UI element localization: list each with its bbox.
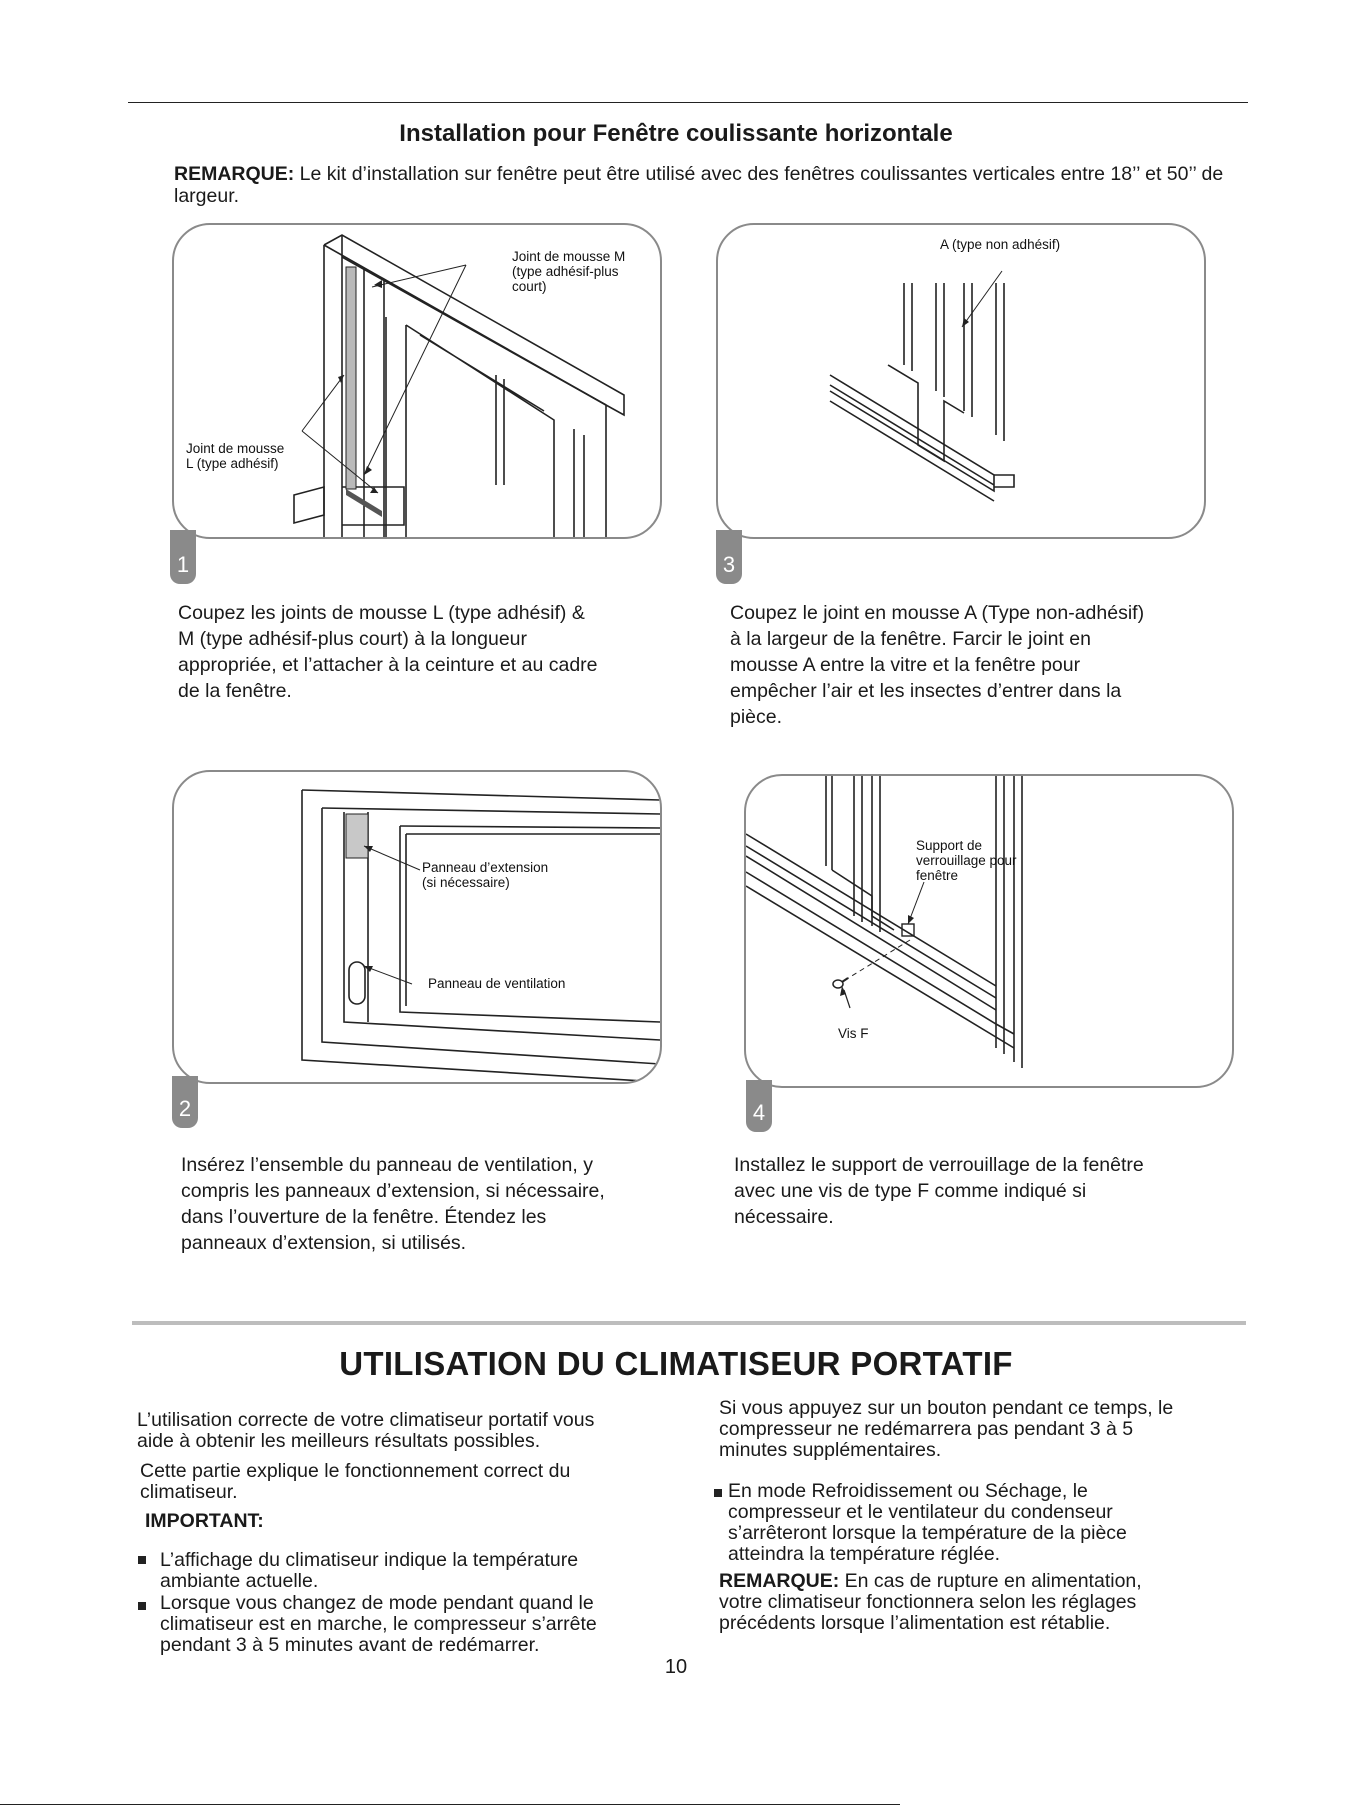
step-2-text: Insérez l’ensemble du panneau de ventilation, y compris les panneaux d’extension, si nécessaire, dans l’ouverture de la fenêtre. Étendez les panneaux d’extension, si utilisés. [181,1154,605,1254]
step-1-number-tab: 1 [170,530,196,584]
screw-label: Vis F [838,1026,869,1041]
bottom-rule [0,1804,900,1805]
section-divider [132,1321,1246,1325]
section-title: Installation pour Fenêtre coulissante horizontale [399,120,953,147]
step-3-text: Coupez le joint en mousse A (Type non-adhésif) à la largeur de la fenêtre. Farcir le joint en mousse A entre la vitre et la fenêtre pour empêcher l’air et les insectes d’entrer dans la pièce. [730,602,1145,728]
usage-bullet-1: L’affichage du climatiseur indique la température ambiante actuelle. [160,1549,579,1592]
step-4-number-tab: 4 [746,1080,772,1132]
usage-note-label: REMARQUE: [719,1570,840,1592]
note-label: REMARQUE: [174,163,295,185]
foam-l-label-2: L (type adhésif) [186,456,279,471]
bullet-3-marker [714,1489,722,1497]
note-text: Le kit d’installation sur fenêtre peut être utilisé avec des fenêtres coulissantes verticales entre 18’’ et 50’’ de largeur. [174,163,1224,207]
foam-m-label-3: court) [512,279,547,294]
usage-bullet-3: En mode Refroidissement ou Séchage, le compresseur et le ventilateur du condenseur s’arrêteront lorsque la température de la pièce atteindra la température réglée. [728,1480,1127,1565]
step-4-text: Installez le support de verrouillage de la fenêtre avec une vis de type F comme indiqué si nécessaire. [734,1154,1144,1228]
usage-note: REMARQUE: En cas de rupture en alimentation, votre climatiseur fonctionnera selon les réglages précédents lorsque l’alimentation est rétablie. [719,1570,1142,1634]
step-3-number-tab: 3 [716,530,742,584]
foam-l-label-1: Joint de mousse [186,441,285,456]
bracket-label-1: Support de [916,838,983,853]
foam-m-label-2: (type adhésif-plus [512,264,619,279]
step-1-illustration [172,223,662,539]
foam-m-label-1: Joint de mousse M [512,249,626,264]
extension-label-1: Panneau d’extension [422,860,549,875]
top-rule [128,102,1248,103]
page-number: 10 [664,1656,688,1678]
bullet-1-marker [138,1556,146,1564]
usage-para-1: Si vous appuyez sur un bouton pendant ce temps, le compresseur ne redémarrera pas pendant 3 à 5 minutes supplémentaires. [719,1397,1174,1461]
usage-intro-2: Cette partie explique le fonctionnement correct du climatiseur. [140,1460,571,1503]
step-1-text: Coupez les joints de mousse L (type adhésif) & M (type adhésif-plus court) à la longueur appropriée, et l’attacher à la ceinture et au cadre de la fenêtre. [178,602,598,702]
step-2-illustration [172,770,662,1084]
step-3-illustration [716,223,1206,539]
ventilation-label: Panneau de ventilation [428,976,566,991]
foam-a-illustration [718,225,1204,537]
usage-bullet-2: Lorsque vous changez de mode pendant quand le climatiseur est en marche, le compresseur s’arrête pendant 3 à 5 minutes avant de redémarrer. [160,1592,597,1656]
bullet-2-marker [138,1602,146,1610]
foam-a-label: A (type non adhésif) [940,237,1061,252]
bracket-label-2: verrouillage pour [916,853,1017,868]
installation-note [174,163,1274,207]
lock-bracket-illustration [746,776,1232,1086]
usage-intro-1: L’utilisation correcte de votre climatiseur portatif vous aide à obtenir les meilleurs résultats possibles. [137,1409,595,1452]
bracket-label-3: fenêtre [916,868,959,883]
vent-panel-illustration [174,772,660,1082]
extension-label-2: (si nécessaire) [422,875,510,890]
step-2-number-tab: 2 [172,1076,198,1128]
step-4-illustration [744,774,1234,1088]
important-label: IMPORTANT: [145,1510,264,1532]
usage-title: UTILISATION DU CLIMATISEUR PORTATIF [339,1345,1013,1382]
